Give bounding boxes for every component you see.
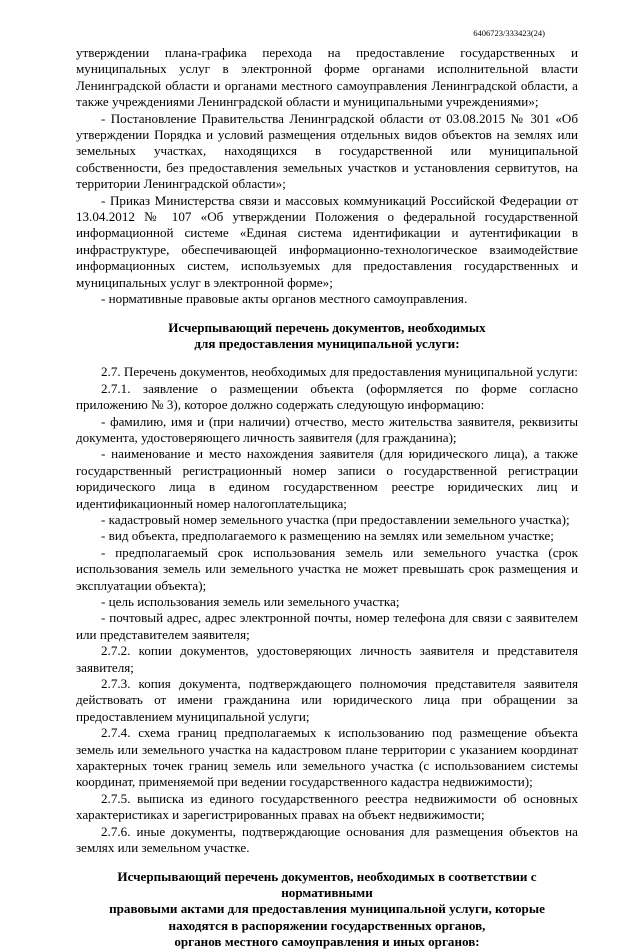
heading-line: Исчерпывающий перечень документов, необходимых в соответствии с нормативными — [117, 868, 537, 900]
paragraph-regulation-301: - Постановление Правительства Ленинградской области от 03.08.2015 № 301 «Об утверждении Порядка и условий размещения отдельных видов объектов на землях или земельных участках, находящихся в государственной или муниципальной собственности, без предоставления земельных участков и установления сервитутов, на территории Ленинградской области»; — [76, 110, 578, 192]
paragraph-2-7-5: 2.7.5. выписка из единого государственного реестра недвижимости об основных характеристиках и зарегистрированных правах на объект недвижимости; — [76, 790, 578, 823]
paragraph-2-7-2: 2.7.2. копии документов, удостоверяющих личность заявителя и представителя заявителя; — [76, 643, 578, 675]
list-item: - фамилию, имя и (при наличии) отчество, место жительства заявителя, реквизиты документа, удостоверяющего личность заявителя (для гражданина); — [76, 413, 578, 445]
list-item: - вид объекта, предполагаемого к размещению на землях или земельном участке; — [101, 528, 554, 544]
paragraph-2-7-4: 2.7.4. схема границ предполагаемых к использованию под размещение объекта земель или земельного участка на кадастровом плане территории с указанием координат характерных точек границ земель или земельного участка (с использованием системы координат, применяемой при ведении государственного кадастра недвижимости); — [76, 725, 578, 790]
document-body — [76, 45, 578, 951]
heading-line: для предоставления муниципальной услуги: — [194, 335, 460, 351]
list-item: - почтовый адрес, адрес электронной почты, номер телефона для связи с заявителем или представителем заявителя; — [76, 610, 578, 642]
section-heading-documents — [76, 320, 578, 353]
document-id: 6406723/333423(24) — [473, 28, 545, 38]
heading-line: органов местного самоуправления и иных органов: — [174, 934, 480, 950]
heading-line: правовыми актами для предоставления муниципальной услуги, которые — [109, 901, 545, 917]
paragraph-local-acts: - нормативные правовые акты органов местного самоуправления. — [101, 291, 468, 307]
paragraph-2-7: 2.7. Перечень документов, необходимых для предоставления муниципальной услуги: — [101, 364, 578, 380]
section-heading-interagency-documents — [76, 869, 578, 951]
heading-line: находятся в распоряжении государственных органов, — [168, 917, 486, 933]
paragraph-2-7-6: 2.7.6. иные документы, подтверждающие основания для размещения объектов на землях или земельном участке. — [76, 823, 578, 856]
list-item: - кадастровый номер земельного участка (при предоставлении земельного участка); — [101, 511, 570, 527]
heading-line: Исчерпывающий перечень документов, необходимых — [168, 319, 486, 335]
paragraph-2-7-3: 2.7.3. копия документа, подтверждающего полномочия представителя заявителя действовать от имени гражданина или юридического лица при обращении за предоставлением муниципальной услуги; — [76, 676, 578, 724]
list-item: - цель использования земель или земельного участка; — [101, 594, 400, 609]
list-item: - предполагаемый срок использования земель или земельного участка (срок использования земель или земельного участка не может превышать срок размещения и эксплуатации объекта); — [76, 544, 578, 593]
list-item: - наименование и место нахождения заявителя (для юридического лица), а также государственный регистрационный номер записи о государственной регистрации юридического лица в едином государственном реестре юридических лиц и идентификационный номер налогоплательщика; — [76, 446, 578, 511]
paragraph-order-107: - Приказ Министерства связи и массовых коммуникаций Российской Федерации от 13.04.2012 № 107 «Об утверждении Положения о федеральной государственной информационной системе «Единая система идентификации и аутентификации в инфраструктуре, обеспечивающей информационно-технологическое взаимодействие информационных систем, используемых для предоставления государственных и муниципальных услуг в электронной форме»; — [76, 192, 578, 290]
paragraph-2-7-1: 2.7.1. заявление о размещении объекта (оформляется по форме согласно приложению № 3), которое должно содержать следующую информацию: — [76, 380, 578, 413]
paragraph-continuation: утверждении плана-графика перехода на предоставление государственных и муниципальных услуг в электронной форме органами исполнительной власти Ленинградской области и органами местного самоуправления Ленинградской области, а также учреждениями Ленинградской области и муниципальными учреждениями»; — [76, 45, 578, 110]
